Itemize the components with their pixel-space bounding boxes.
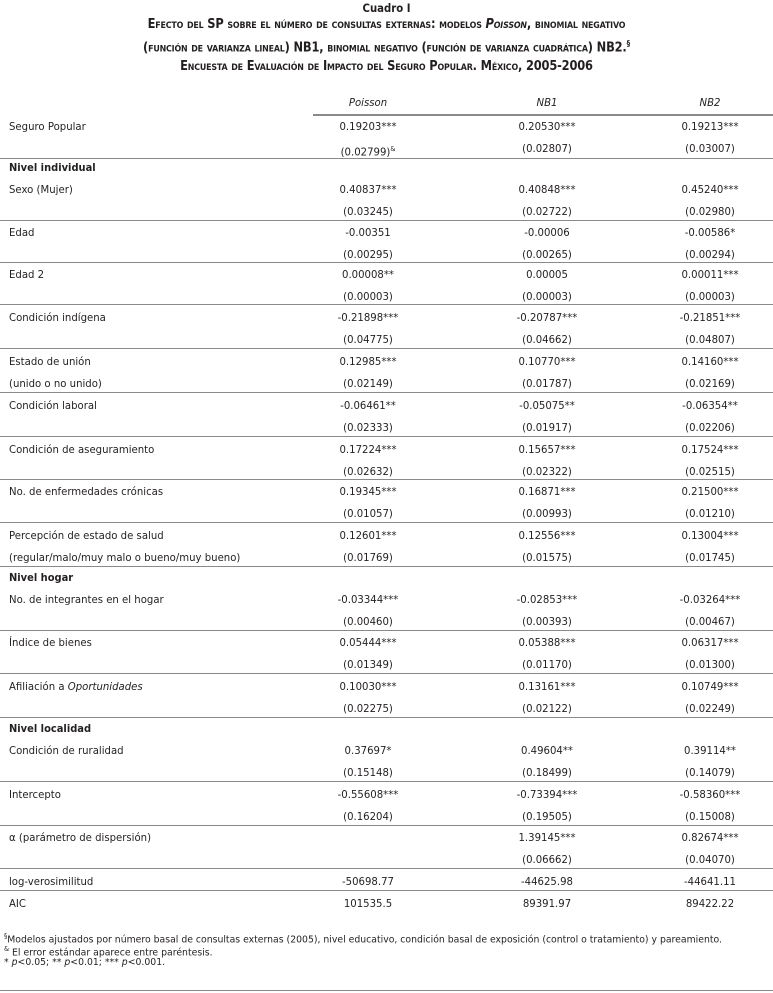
standard-error-value: (0.02149) (343, 377, 393, 390)
standard-error-value: (0.19505) (522, 810, 572, 823)
row-label (9, 680, 143, 694)
row-label (9, 593, 164, 607)
coefficient-cell: 0.39114** (684, 744, 736, 757)
coefficient-cell: 0.17524*** (681, 443, 739, 456)
coefficient-cell: 0.12601*** (339, 529, 397, 542)
coefficient-cell: -0.20787*** (516, 311, 578, 324)
row-divider (0, 630, 773, 631)
row-label-italic: Oportunidades (67, 680, 143, 693)
row-label (9, 311, 106, 325)
footnote-marker: & (390, 145, 396, 153)
standard-error-cell (299, 702, 437, 716)
standard-error-value: (0.02722) (522, 205, 572, 218)
row-label-text: Intercepto (9, 788, 61, 801)
row-label-text: Sexo (Mujer) (9, 183, 73, 196)
standard-error-cell (641, 205, 773, 219)
coefficient-cell: -0.05075** (519, 399, 575, 412)
standard-error-value: (0.04807) (685, 333, 735, 346)
coefficient-cell: 0.06317*** (681, 636, 739, 649)
standard-error-value: (0.00294) (685, 248, 735, 261)
standard-error-value: (0.00393) (522, 615, 572, 628)
standard-error-cell (478, 507, 616, 521)
standard-error-value: (0.01575) (522, 551, 572, 564)
title-text: , binomial negativo (526, 17, 626, 32)
row-divider (0, 304, 773, 305)
row-label-text: Estado de unión (9, 355, 91, 368)
standard-error-value: (0.02122) (522, 702, 572, 715)
coefficient-cell: 0.16871*** (518, 485, 576, 498)
coefficient-cell: 0.40837*** (339, 183, 397, 196)
title-text: SP (207, 17, 224, 32)
footnote-marker: § (626, 39, 630, 48)
standard-error-cell (299, 421, 437, 435)
standard-error-value: (0.01170) (522, 658, 572, 671)
title-text: , binomial negativo (función de varianza cuadrática) (319, 40, 597, 56)
standard-error-value: (0.00993) (522, 507, 572, 520)
standard-error-value: (0.03245) (343, 205, 393, 218)
coefficient-cell: -0.73394*** (516, 788, 578, 801)
row-divider (0, 262, 773, 263)
footnote-significance (4, 956, 165, 969)
row-label (9, 744, 124, 758)
row-divider (0, 220, 773, 221)
footnote-text: p (11, 957, 18, 968)
standard-error-cell (641, 658, 773, 672)
standard-error-cell (478, 551, 616, 565)
row-divider (0, 781, 773, 782)
standard-error-value: (0.00003) (685, 290, 735, 303)
coefficient-cell: 0.19345*** (339, 485, 397, 498)
standard-error-cell (299, 142, 437, 160)
coefficient-cell: 0.12985*** (339, 355, 397, 368)
row-label-text: Condición laboral (9, 399, 97, 412)
standard-error-value: (0.01057) (343, 507, 393, 520)
row-label (9, 636, 92, 650)
row-label-text: No. de enfermedades crónicas (9, 485, 164, 498)
coefficient-cell: 0.82674*** (681, 831, 739, 844)
coefficient-cell: 0.13161*** (518, 680, 576, 693)
coefficient-cell: -0.58360*** (679, 788, 741, 801)
column-header-nb1: NB1 (536, 96, 558, 109)
coefficient-cell: 0.05388*** (518, 636, 576, 649)
standard-error-cell (478, 702, 616, 716)
title-text: Efecto del (147, 17, 208, 32)
standard-error-cell (641, 766, 773, 780)
standard-error-cell (478, 377, 616, 391)
standard-error-cell (478, 142, 616, 156)
standard-error-cell (641, 142, 773, 156)
coefficient-cell: 89422.22 (685, 897, 735, 910)
standard-error-cell (299, 810, 437, 824)
standard-error-cell (641, 290, 773, 304)
row-divider (0, 717, 773, 718)
footnote-text: * (4, 957, 12, 968)
section-heading: Nivel individual (9, 161, 96, 174)
section-heading: Nivel hogar (9, 571, 74, 584)
table-title-line-1 (46, 15, 726, 34)
coefficient-cell: 0.19213*** (681, 120, 739, 133)
standard-error-cell (478, 333, 616, 347)
standard-error-cell (641, 551, 773, 565)
table-caption (0, 0, 773, 76)
standard-error-value: (0.04775) (343, 333, 393, 346)
standard-error-value: (0.03007) (685, 142, 735, 155)
standard-error-cell (641, 702, 773, 716)
standard-error-cell (478, 465, 616, 479)
standard-error-cell (299, 658, 437, 672)
coefficient-cell: 0.40848*** (518, 183, 576, 196)
coefficient-cell: -0.21851*** (679, 311, 741, 324)
row-label-text: AIC (9, 897, 26, 910)
standard-error-cell (478, 421, 616, 435)
title-text: sobre el número de consultas externas: modelos (223, 17, 486, 32)
coefficient-cell: -0.03264*** (679, 593, 741, 606)
coefficient-cell: 89391.97 (522, 897, 572, 910)
standard-error-cell (299, 248, 437, 262)
row-divider (0, 392, 773, 393)
coefficient-cell: 0.00005 (526, 268, 568, 281)
row-divider (0, 868, 773, 869)
standard-error-value: (0.02632) (343, 465, 393, 478)
standard-error-value: (0.01300) (685, 658, 735, 671)
standard-error-cell (641, 377, 773, 391)
row-divider (0, 348, 773, 349)
table-title-line-3: Encuesta de Evaluación de Impacto del Seguro Popular. México, 2005-2006 (180, 59, 593, 75)
footnote-text: El error estándar aparece entre paréntesis. (9, 947, 213, 959)
row-label-text: Percepción de estado de salud (9, 529, 164, 542)
row-label-text: Índice de bienes (9, 636, 92, 649)
standard-error-cell (478, 658, 616, 672)
coefficient-cell: -44625.98 (521, 875, 573, 888)
standard-error-cell (641, 465, 773, 479)
column-header-nb2: NB2 (699, 96, 721, 109)
row-label (9, 443, 154, 457)
standard-error-cell (641, 248, 773, 262)
standard-error-cell (478, 853, 616, 867)
coefficient-cell: 101535.5 (343, 897, 393, 910)
title-text: NB2. (596, 40, 627, 56)
coefficient-cell: -0.00351 (345, 226, 391, 239)
coefficient-cell: -0.00006 (524, 226, 570, 239)
standard-error-cell (478, 766, 616, 780)
standard-error-value: (0.02275) (343, 702, 393, 715)
standard-error-value: (0.00467) (685, 615, 735, 628)
standard-error-value: (0.04662) (522, 333, 572, 346)
coefficient-cell: 0.00011*** (681, 268, 739, 281)
row-label-text: Edad 2 (9, 268, 45, 281)
table-number: Cuadro I (362, 1, 411, 15)
standard-error-value: (0.02515) (685, 465, 735, 478)
standard-error-value: (0.02980) (685, 205, 735, 218)
standard-error-value: (0.02206) (685, 421, 735, 434)
row-label (9, 831, 151, 845)
standard-error-cell (478, 615, 616, 629)
coefficient-cell: 0.19203*** (339, 120, 397, 133)
standard-error-value: (0.01917) (522, 421, 572, 434)
row-divider (0, 825, 773, 826)
coefficient-cell: 0.21500*** (681, 485, 739, 498)
standard-error-cell (299, 465, 437, 479)
coefficient-cell: 0.05444*** (339, 636, 397, 649)
standard-error-cell (299, 766, 437, 780)
footnote-text: <0.05; ** (17, 957, 65, 968)
standard-error-cell (478, 205, 616, 219)
coefficient-cell: 0.10030*** (339, 680, 397, 693)
coefficient-cell: 0.17224*** (339, 443, 397, 456)
standard-error-value: (0.01745) (685, 551, 735, 564)
standard-error-cell (478, 810, 616, 824)
title-text: (función de varianza lineal) (143, 40, 294, 56)
title-text: NB1 (293, 40, 320, 56)
coefficient-cell: -0.03344*** (337, 593, 399, 606)
section-heading: Nivel localidad (9, 722, 92, 735)
standard-error-value: (0.18499) (522, 766, 572, 779)
standard-error-value: (0.00003) (343, 290, 393, 303)
standard-error-cell (478, 290, 616, 304)
standard-error-value: (0.00265) (522, 248, 572, 261)
coefficient-cell: 0.14160*** (681, 355, 739, 368)
row-divider (0, 566, 773, 567)
standard-error-cell (299, 333, 437, 347)
row-label (9, 529, 164, 543)
row-label (9, 788, 61, 802)
row-label (9, 268, 44, 282)
bottom-rule (0, 990, 773, 991)
footnote-marker: & (4, 945, 10, 953)
row-label (9, 875, 93, 889)
row-label (9, 485, 163, 499)
standard-error-cell (641, 853, 773, 867)
standard-error-value: (0.00003) (522, 290, 572, 303)
row-divider (0, 158, 773, 159)
row-divider (0, 673, 773, 674)
coefficient-cell: 0.20530*** (518, 120, 576, 133)
footnote-text: <0.01; *** (70, 957, 122, 968)
coefficient-cell: -0.21898*** (337, 311, 399, 324)
standard-error-value: (0.02249) (685, 702, 735, 715)
row-label-text: Afiliación a (9, 680, 68, 693)
standard-error-cell (641, 615, 773, 629)
standard-error-value: (0.15148) (343, 766, 393, 779)
standard-error-value: (0.01787) (522, 377, 572, 390)
standard-error-value: (0.06662) (522, 853, 572, 866)
standard-error-cell (299, 290, 437, 304)
coefficient-cell: 0.00008** (342, 268, 394, 281)
standard-error-value: (0.02169) (685, 377, 735, 390)
standard-error-cell (299, 615, 437, 629)
standard-error-value: (0.00460) (343, 615, 393, 628)
row-label (9, 183, 73, 197)
header-rule (313, 114, 773, 116)
coefficient-cell: 0.10749*** (681, 680, 739, 693)
standard-error-value: (0.16204) (343, 810, 393, 823)
footnote-text: p (121, 957, 128, 968)
standard-error-value: (0.15008) (685, 810, 735, 823)
coefficient-cell: 0.45240*** (681, 183, 739, 196)
row-label-text: log-verosimilitud (9, 875, 94, 888)
standard-error-cell (299, 205, 437, 219)
standard-error-cell (641, 333, 773, 347)
standard-error-value: (0.01349) (343, 658, 393, 671)
coefficient-cell: 1.39145*** (518, 831, 576, 844)
row-label-text: No. de integrantes en el hogar (9, 593, 164, 606)
coefficient-cell: -0.55608*** (337, 788, 399, 801)
table-title-line-2 (46, 34, 726, 57)
row-divider (0, 890, 773, 891)
row-label (9, 399, 97, 413)
row-label-continuation: (unido o no unido) (9, 377, 102, 390)
column-header-poisson: Poisson (348, 96, 388, 109)
coefficient-cell: 0.12556*** (518, 529, 576, 542)
title-text: Poisson (485, 17, 527, 32)
row-label (9, 897, 26, 911)
coefficient-cell: 0.49604** (521, 744, 573, 757)
standard-error-cell (299, 551, 437, 565)
standard-error-value: (0.02322) (522, 465, 572, 478)
row-divider (0, 436, 773, 437)
standard-error-cell (299, 507, 437, 521)
standard-error-value: (0.02333) (343, 421, 393, 434)
standard-error-value: (0.01769) (343, 551, 393, 564)
standard-error-value: (0.00295) (343, 248, 393, 261)
standard-error-value: (0.02807) (522, 142, 572, 155)
row-divider (0, 522, 773, 523)
coefficient-cell: -0.00586* (684, 226, 736, 239)
row-label-text: Condición indígena (9, 311, 106, 324)
standard-error-cell (641, 507, 773, 521)
row-label-text: Seguro Popular (9, 120, 86, 133)
standard-error-cell (641, 810, 773, 824)
row-label (9, 120, 86, 134)
standard-error-cell (299, 377, 437, 391)
row-label (9, 355, 91, 369)
coefficient-cell: -50698.77 (342, 875, 394, 888)
footnote-marker: § (4, 932, 8, 940)
coefficient-cell: 0.37697* (344, 744, 392, 757)
coefficient-cell: 0.10770*** (518, 355, 576, 368)
row-label-text: Condición de ruralidad (9, 744, 124, 757)
standard-error-cell (478, 248, 616, 262)
standard-error-cell (641, 421, 773, 435)
coefficient-cell: -44641.11 (684, 875, 736, 888)
row-label-text: Condición de aseguramiento (9, 443, 155, 456)
standard-error-value: (0.14079) (685, 766, 735, 779)
coefficient-cell: 0.15657*** (518, 443, 576, 456)
coefficient-cell: -0.06461** (340, 399, 396, 412)
row-label-text: Edad (9, 226, 35, 239)
row-label-continuation: (regular/malo/muy malo o bueno/muy bueno) (9, 551, 241, 564)
coefficient-cell: -0.06354** (682, 399, 738, 412)
row-label (9, 226, 34, 240)
row-divider (0, 479, 773, 480)
standard-error-value: (0.04070) (685, 853, 735, 866)
row-label-text: α (parámetro de dispersión) (9, 831, 152, 844)
coefficient-cell: -0.02853*** (516, 593, 578, 606)
footnote-text: Modelos ajustados por número basal de consultas externas (2005), nivel educativo, condición basal de exposición (control o tratamiento) y pareamiento. (7, 934, 722, 946)
standard-error-value: (0.01210) (685, 507, 735, 520)
footnote-text: <0.001. (127, 957, 166, 968)
standard-error-value: (0.02799) (340, 145, 391, 159)
coefficient-cell: 0.13004*** (681, 529, 739, 542)
footnote-text: p (64, 957, 71, 968)
